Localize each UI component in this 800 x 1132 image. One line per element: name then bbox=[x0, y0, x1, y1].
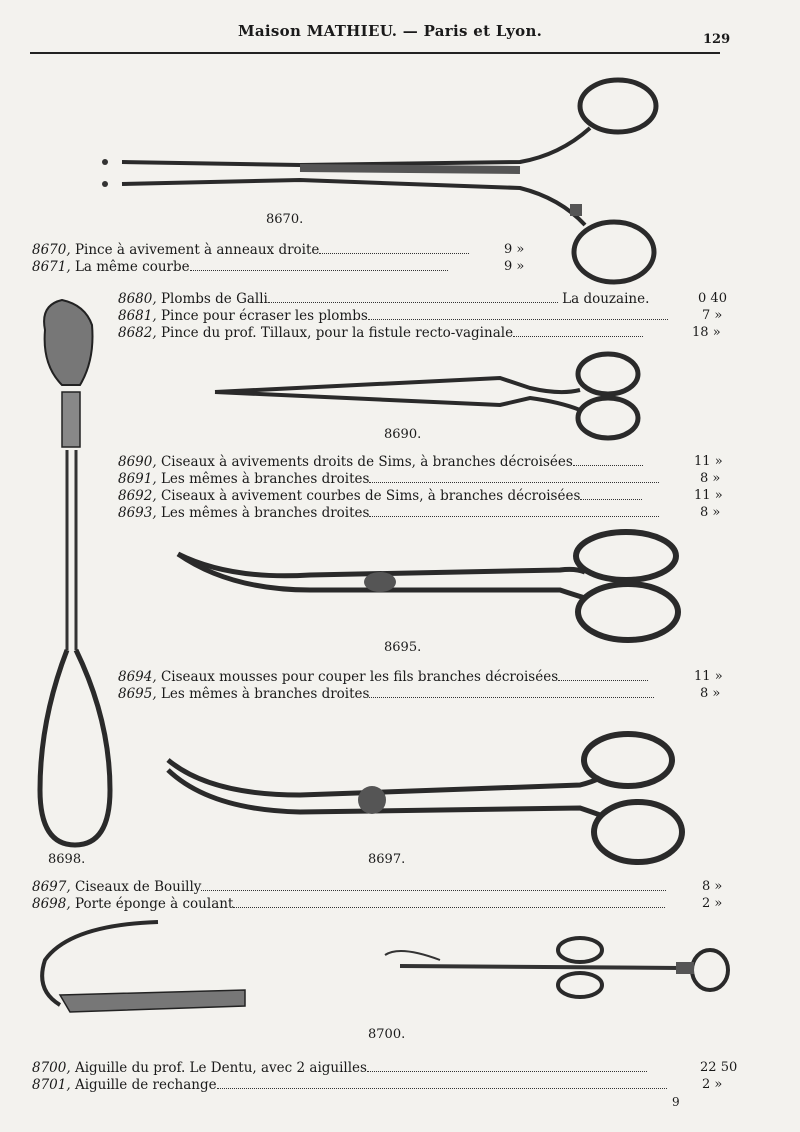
price: 22 50 bbox=[700, 1060, 738, 1075]
figure-caption-8698: 8698. bbox=[48, 852, 86, 867]
price: 11 » bbox=[694, 454, 723, 469]
list-item: 8670, Pince à avivement à anneaux droite bbox=[32, 241, 469, 258]
price: 8 » bbox=[700, 686, 721, 701]
signature-mark: 9 bbox=[672, 1095, 680, 1109]
page-header-title: Maison MATHIEU. — Paris et Lyon. bbox=[238, 22, 543, 40]
price: 2 » bbox=[702, 896, 723, 911]
figure-caption-8700: 8700. bbox=[368, 1027, 406, 1042]
list-item: 8681, Pince pour écraser les plombs bbox=[118, 307, 668, 324]
price: 18 » bbox=[692, 325, 721, 340]
price: 7 » bbox=[702, 308, 723, 323]
price: 0 40 bbox=[698, 291, 727, 306]
list-item: 8701, Aiguille de rechange bbox=[32, 1076, 667, 1093]
list-item: 8698, Porte éponge à coulant bbox=[32, 895, 665, 912]
figure-caption-8695: 8695. bbox=[384, 640, 422, 655]
list-item: 8694, Ciseaux mousses pour couper les fils branches décroisées bbox=[118, 668, 648, 685]
price: 11 » bbox=[694, 669, 723, 684]
figure-caption-8690: 8690. bbox=[384, 427, 422, 442]
price: 11 » bbox=[694, 488, 723, 503]
price: 8 » bbox=[702, 879, 723, 894]
list-item: 8691, Les mêmes à branches droites bbox=[118, 470, 659, 487]
figure-caption-8697: 8697. bbox=[368, 852, 406, 867]
list-item: 8692, Ciseaux à avivement courbes de Sims, à branches décroisées bbox=[118, 487, 642, 504]
list-item: 8680, Plombs de Galli La douzaine. bbox=[118, 291, 650, 307]
price: 8 » bbox=[700, 505, 721, 520]
price: 9 » bbox=[504, 242, 525, 257]
figure-caption-8670: 8670. bbox=[266, 212, 304, 227]
price: 8 » bbox=[700, 471, 721, 486]
list-item: 8671, La même courbe bbox=[32, 258, 448, 275]
price: 9 » bbox=[504, 259, 525, 274]
list-item: 8697, Ciseaux de Bouilly bbox=[32, 878, 666, 895]
list-item: 8700, Aiguille du prof. Le Dentu, avec 2 aiguilles bbox=[32, 1059, 647, 1076]
page-number: 129 bbox=[703, 32, 731, 47]
list-item: 8695, Les mêmes à branches droites bbox=[118, 685, 654, 702]
list-item: 8682, Pince du prof. Tillaux, pour la fistule recto-vaginale bbox=[118, 324, 643, 341]
list-item: 8690, Ciseaux à avivements droits de Sims, à branches décroisées bbox=[118, 453, 643, 470]
price: 2 » bbox=[702, 1077, 723, 1092]
list-item: 8693, Les mêmes à branches droites bbox=[118, 504, 659, 521]
